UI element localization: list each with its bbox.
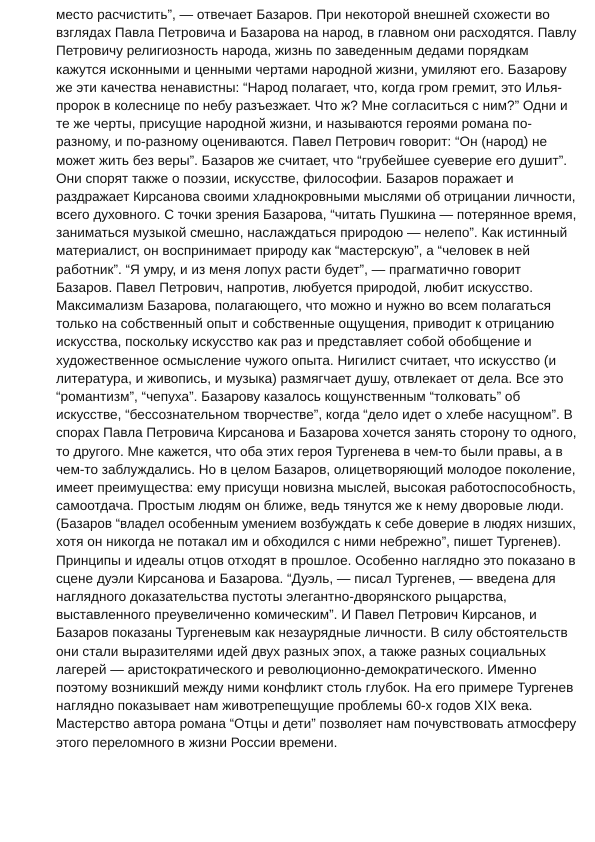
text-line: то другого. Мне кажется, что оба этих героя Тургенева в чем-то были правы, а в [56,443,563,459]
text-line: всего духовного. С точки зрения Базарова, “читать Пушкина — потерянное время, [56,207,577,223]
text-line: место расчистить”, — отвечает Базаров. При некоторой внешней схожести во [56,7,550,22]
text-line: работник”. “Я умру, и из меня лопух расти будет”, — прагматично говорит [56,261,522,277]
text-line: кажутся исконными и ценными чертами народной жизни, умиляют его. Базарову [56,61,567,77]
text-line: лагерей — аристократического и революционно-демократического. Именно [56,661,537,677]
text-line: литература, и живопись, и музыка) размягчает душу, отвлекает от дела. Все это [56,370,564,386]
text-line: Они спорят также о поэзии, искусстве, философии. Базаров поражает и [56,170,514,186]
text-line: (Базаров “владел особенным умением возбуждать к себе доверие в людях низших, [56,516,576,532]
text-line: раздражает Кирсанова своими хладнокровными мыслями об отрицании личности, [56,188,576,204]
text-line: искусстве, “бессознательном творчестве”, когда “дело идет о хлебе насущном”. В [56,407,573,423]
text-line: Мастерство автора романа “Отцы и дети” позволяет нам почувствовать атмосферу [56,716,577,732]
text-line: выставленного преувеличенно комическим”. И Павел Петрович Кирсанов, и [56,607,537,623]
text-line: же эти качества ненавистны: “Народ полагает, что, когда гром гремит, это Илья- [56,79,562,95]
text-line: сцене дуэли Кирсанова и Базарова. “Дуэль, — писал Тургенев, — введена для [56,570,556,586]
text-line: Максимализм Базарова, полагающего, что можно и нужно во всем полагаться [56,298,552,313]
text-line: искусства, поскольку искусство как раз и представляет собой обобщение и [56,334,532,350]
text-line: заниматься музыкой смешно, наслаждаться природою — нелепо”. Как истинный [56,225,568,241]
text-line: этого переломного в жизни России времени. [56,734,338,750]
text-line: Базаров. Павел Петрович, напротив, любуется природой, любит искусство. [56,279,533,295]
text-line: может жить без веры”. Базаров же считает, что “грубейшее суеверие его душит”. [56,152,568,168]
text-line: “романтизм”, “чепуха”. Базарову казалось кощунственным “толковать” об [56,388,521,404]
text-line: разному, и по-разному оцениваются. Павел Петрович говорит: “Он (народ) не [56,134,548,150]
essay-text [56,6,576,752]
text-line: спорах Павла Петровича Кирсанова и Базарова хочется занять сторону то одного, [56,425,577,441]
text-line: пророк в колеснице по небу разъезжает. Что ж? Мне согласиться с ним?” Одни и [56,97,568,113]
text-line: те же черты, присущие народной жизни, и называются героями романа по- [56,116,532,132]
text-line: взглядах Павла Петровича и Базарова на народ, в главном они расходятся. Павлу [56,25,577,41]
text-line: Принципы и идеалы отцов отходят в прошлое. Особенно наглядно это показано в [56,552,576,568]
text-line: Базаров показаны Тургеневым как незаурядные личности. В силу обстоятельств [56,625,568,641]
text-line: художественное осмысление чужого опыта. Нигилист считает, что искусство (и [56,352,557,368]
text-line: Петровичу религиозность народа, жизнь по заведенным дедами порядкам [56,43,529,59]
text-line: имеет преимущества: ему присущи новизна мыслей, высокая работоспособность, [56,479,576,495]
text-line: они стали выразителями идей двух разных эпох, а также разных социальных [56,643,546,659]
text-line: наглядно показывает нам животрепещущие проблемы 60-х годов XIX века. [56,698,533,714]
text-line: материалист, он воспринимает природу как “мастерскую”, а “человек в ней [56,243,530,259]
text-line: только на собственный опыт и собственные ощущения, приводит к отрицанию [56,316,555,332]
text-line: хотя он никогда не потакал им и обходился с ними небрежно”, пишет Тургенев). [56,534,562,550]
text-line: чем-то заблуждались. Но в целом Базаров, олицетворяющий молодое поколение, [56,461,576,477]
text-line: поэтому возникший между ними конфликт столь глубок. На его примере Тургенев [56,679,574,695]
text-line: самоотдача. Простым людям он ближе, ведь тянутся же к нему дворовые люди. [56,498,564,514]
text-line: наглядного доказательства пустоты элегантно-дворянского рыцарства, [56,589,507,604]
